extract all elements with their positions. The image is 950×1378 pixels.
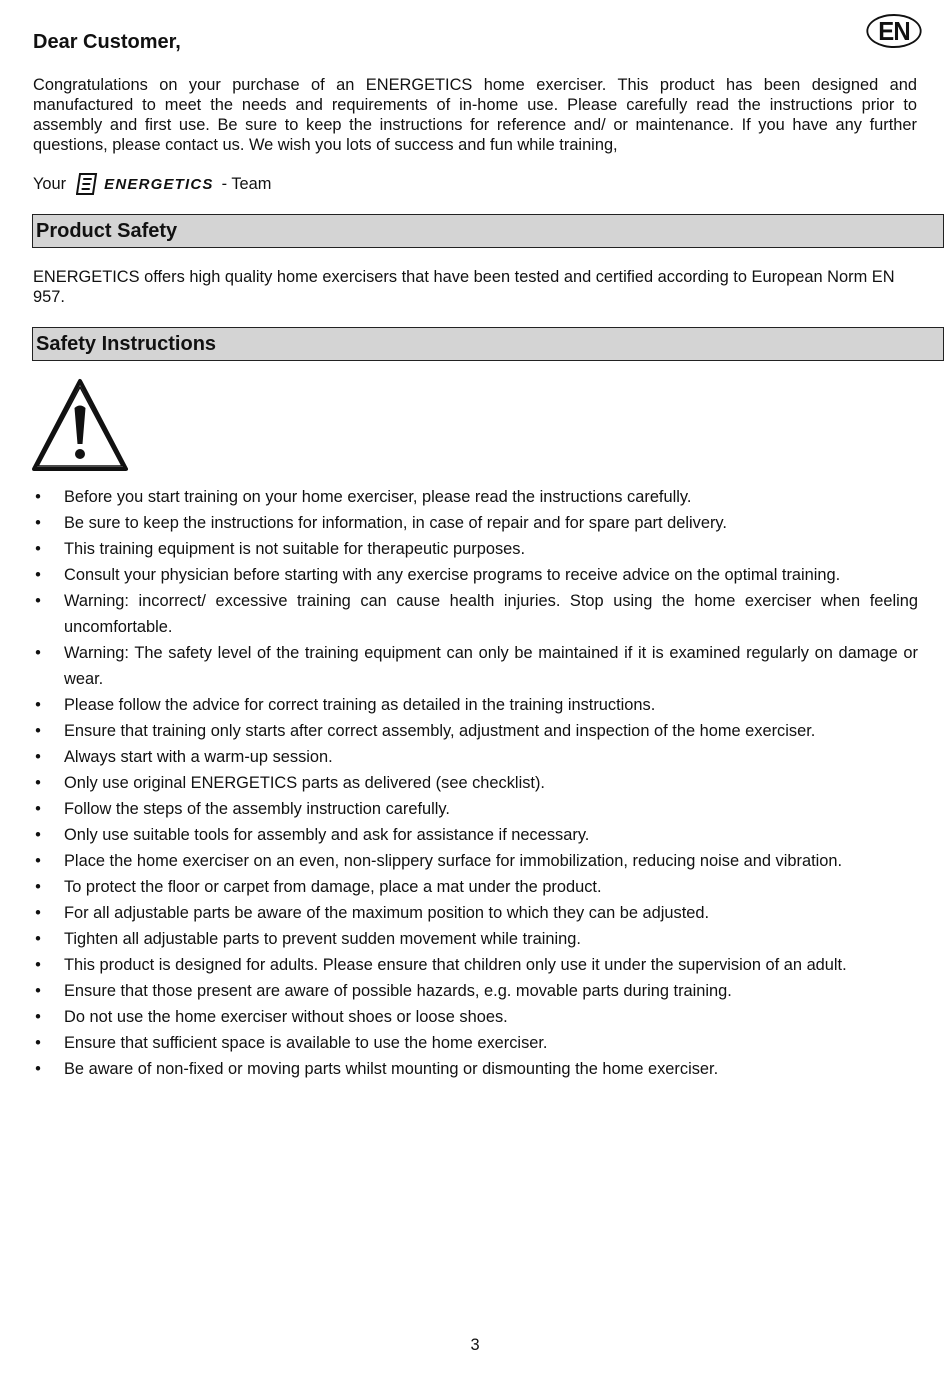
- product-safety-heading: Product Safety: [32, 214, 944, 248]
- bullet-marker: •: [35, 540, 41, 558]
- page-number: 3: [470, 1336, 480, 1354]
- list-item: [33, 1056, 918, 1082]
- list-item: [33, 1004, 918, 1030]
- list-item: [33, 952, 918, 978]
- language-badge: EN: [866, 14, 921, 48]
- list-item-text: Ensure that those present are aware of possible hazards, e.g. movable parts during training.: [64, 982, 732, 1000]
- energetics-logo-icon: [76, 173, 98, 195]
- bullet-marker: •: [35, 878, 41, 896]
- list-item: [33, 978, 918, 1004]
- list-item-text: Be aware of non-fixed or moving parts whilst mounting or dismounting the home exerciser.: [64, 1060, 719, 1078]
- safety-instructions-heading: Safety Instructions: [32, 327, 944, 361]
- list-item: [33, 536, 918, 562]
- bullet-marker: •: [35, 488, 41, 506]
- safety-instructions-list: [33, 484, 918, 1082]
- list-item: [33, 588, 918, 640]
- list-item: [33, 926, 918, 952]
- bullet-marker: •: [35, 514, 41, 532]
- list-item-text: Tighten all adjustable parts to prevent sudden movement while training.: [64, 930, 581, 948]
- list-item: [33, 692, 918, 718]
- brand-logo-text: ENERGETICS: [104, 175, 214, 193]
- bullet-marker: •: [35, 800, 41, 818]
- list-item: [33, 562, 918, 588]
- intro-paragraph: Congratulations on your purchase of an ENERGETICS home exerciser. This product has been designed and manufactured to meet the needs and requirements of in-home use. Please carefully read the instructions prior to assembly and first use. Be sure to keep the instructions for reference and/ or maintenance. If you have any further questions, please contact us. We wish you lots of success and fun while training,: [33, 76, 917, 154]
- list-item-text: Be sure to keep the instructions for information, in case of repair and for spare part delivery.: [64, 514, 727, 532]
- product-safety-text: ENERGETICS offers high quality home exercisers that have been tested and certified according to European Norm EN 957.: [33, 268, 895, 306]
- list-item-text: Place the home exerciser on an even, non-slippery surface for immobilization, reducing noise and vibration.: [64, 852, 843, 870]
- signoff-prefix: Your: [33, 174, 67, 193]
- list-item: [33, 796, 918, 822]
- list-item: [33, 822, 918, 848]
- bullet-marker: •: [35, 1060, 41, 1078]
- list-item-text: This product is designed for adults. Please ensure that children only use it under the supervision of an adult.: [64, 956, 847, 974]
- list-item-text: Warning: The safety level of the training equipment can only be maintained if it is examined regularly on damage or wear.: [64, 644, 918, 688]
- bullet-marker: •: [35, 566, 41, 584]
- list-item-text: Only use suitable tools for assembly and ask for assistance if necessary.: [64, 826, 590, 844]
- list-item-text: Only use original ENERGETICS parts as delivered (see checklist).: [64, 774, 545, 792]
- list-item-text: Warning: incorrect/ excessive training can cause health injuries. Stop using the home exerciser when feeling uncomfortable.: [64, 592, 918, 636]
- bullet-marker: •: [35, 930, 41, 948]
- list-item: [33, 900, 918, 926]
- list-item-text: Follow the steps of the assembly instruction carefully.: [64, 800, 450, 818]
- list-item: [33, 510, 918, 536]
- list-item: [33, 770, 918, 796]
- brand-logo: [76, 173, 214, 195]
- list-item-text: For all adjustable parts be aware of the maximum position to which they can be adjusted.: [64, 904, 710, 922]
- list-item-text: Do not use the home exerciser without shoes or loose shoes.: [64, 1008, 508, 1026]
- list-item-text: Always start with a warm-up session.: [64, 748, 333, 766]
- list-item: [33, 1030, 918, 1056]
- bullet-marker: •: [35, 774, 41, 792]
- greeting-heading: Dear Customer,: [33, 31, 181, 53]
- bullet-marker: •: [35, 904, 41, 922]
- bullet-marker: •: [35, 852, 41, 870]
- bullet-marker: •: [35, 826, 41, 844]
- list-item: [33, 848, 918, 874]
- list-item-text: Before you start training on your home exerciser, please read the instructions carefully.: [64, 488, 692, 506]
- list-item: [33, 874, 918, 900]
- bullet-marker: •: [35, 1008, 41, 1026]
- list-item-text: This training equipment is not suitable for therapeutic purposes.: [64, 540, 526, 558]
- bullet-marker: •: [35, 982, 41, 1000]
- bullet-marker: •: [35, 592, 41, 610]
- list-item: [33, 640, 918, 692]
- bullet-marker: •: [35, 956, 41, 974]
- signoff-suffix: - Team: [221, 174, 272, 193]
- list-item-text: Ensure that training only starts after correct assembly, adjustment and inspection of the home exerciser.: [64, 722, 816, 740]
- list-item-text: Ensure that sufficient space is available to use the home exerciser.: [64, 1034, 548, 1052]
- signoff-line: [33, 172, 271, 196]
- bullet-marker: •: [35, 722, 41, 740]
- list-item-text: Consult your physician before starting with any exercise programs to receive advice on the optimal training.: [64, 566, 841, 584]
- warning-triangle-icon: [32, 378, 128, 472]
- list-item-text: Please follow the advice for correct training as detailed in the training instructions.: [64, 696, 656, 714]
- bullet-marker: •: [35, 696, 41, 714]
- bullet-marker: •: [35, 748, 41, 766]
- list-item-text: To protect the floor or carpet from damage, place a mat under the product.: [64, 878, 602, 896]
- list-item: [33, 484, 918, 510]
- list-item: [33, 718, 918, 744]
- bullet-marker: •: [35, 644, 41, 662]
- list-item: [33, 744, 918, 770]
- bullet-marker: •: [35, 1034, 41, 1052]
